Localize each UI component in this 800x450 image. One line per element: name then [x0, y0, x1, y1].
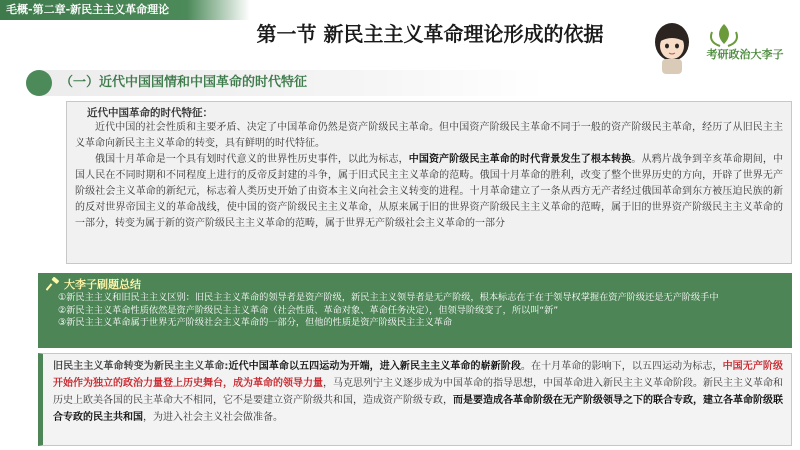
brand-text: 考研政治大李子: [706, 48, 784, 61]
box-heading: 近代中国革命的时代特征：: [87, 107, 213, 119]
summary-item-2: ②新民主主义革命性质依然是资产阶级民主主义革命（社会性质、革命对象、革命任务决定），但领导阶级变了，所以叫“新”: [58, 304, 559, 316]
section-bar: [26, 70, 546, 96]
hammer-icon: [46, 277, 60, 291]
cartoon-avatar-icon: [650, 20, 694, 74]
content-box-transition: 旧民主主义革命转变为新民主主义革命:近代中国革命以五四运动为开端，进入新民主主义革命的崭新阶段。在十月革命的影响下，以五四运动为标志，中国无产阶级开始作为独立的政治力量登上历史舞台，成为革命的领导力量，马克思列宁主义逐步成为中国革命的指导思想，中国革命进入新民主主义革命阶段。新民主主义革命和历史上欧美各国的民主革命大不相同，它不是要建立资产阶级共和国，造成资产阶级专政，而是要造成各革命阶级在无产阶级领导之下的联合专政，建立各革命阶级联合专政的民主共和国，为进入社会主义社会做准备。: [38, 353, 792, 446]
transition-lead: 旧民主主义革命转变为新民主主义革命:: [53, 361, 229, 372]
chapter-label: 毛概-第二章-新民主主义革命理论: [0, 0, 250, 20]
brand-logo-icon: [694, 22, 794, 72]
highlight-red: 中国无产阶级开始作为独立的政治力量登上历史舞台，成为革命的领导力量: [53, 361, 784, 389]
key-point-bold: 中国资产阶级民主革命的时代背景发生了根本转换: [408, 154, 632, 165]
section-accent-dot: [26, 70, 52, 96]
section-heading: （一）近代中国国情和中国革命的时代特征: [60, 75, 308, 90]
summary-title: 大李子刷题总结: [64, 278, 141, 291]
paragraph-1: 近代中国的社会性质和主要矛盾、决定了中国革命仍然是资产阶级民主革命。但中国资产阶级民主革命不同于一般的资产阶级民主革命，经历了从旧民主主义革命向新民主主义革命的转变，具有鲜明的时代特征。: [75, 122, 783, 149]
summary-item-3: ③新民主主义革命属于世界无产阶级社会主义革命的一部分，但他的性质是资产阶级民主主义革命: [58, 317, 453, 328]
summary-item-1: ①新民主主义和旧民主主义区别：旧民主主义革命的领导者是资产阶级，新民主主义领导者是无产阶级，根本标志在于在于领导权掌握在资产阶级还是无产阶级手中: [58, 292, 719, 303]
summary-box: [38, 273, 792, 348]
content-box-features: [66, 101, 792, 264]
paragraph-2: 俄国十月革命是一个具有划时代意义的世界性历史事件，以此为标志，中国资产阶级民主革命的时代背景发生了根本转换。从鸦片战争到辛亥革命期间，中国人民在不同时期和不同程度上进行的反帝反封建的斗争，属于旧式民主主义革命的范畴。俄国十月革命的胜利，改变了整个世界历史的方向，开辟了世界无产阶级社会主义革命的新纪元，标志着人类历史开始了由资本主义向社会主义转变的进程。十月革命建立了一条从西方无产者经过俄国革命到东方被压迫民族的新的反对世界帝国主义的革命战线，使中国的资产阶级民主主义革命，从原来属于旧的世界资产阶级民主主义革命的范畴，属于旧的世界资产阶级民主主义革命的一部分，转变为属于新的资产阶级民主主义革命的范畴，属于世界无产阶级社会主义革命的一部分: [75, 154, 784, 229]
slide-title: 第一节 新民主主义革命理论形成的依据: [256, 22, 604, 46]
